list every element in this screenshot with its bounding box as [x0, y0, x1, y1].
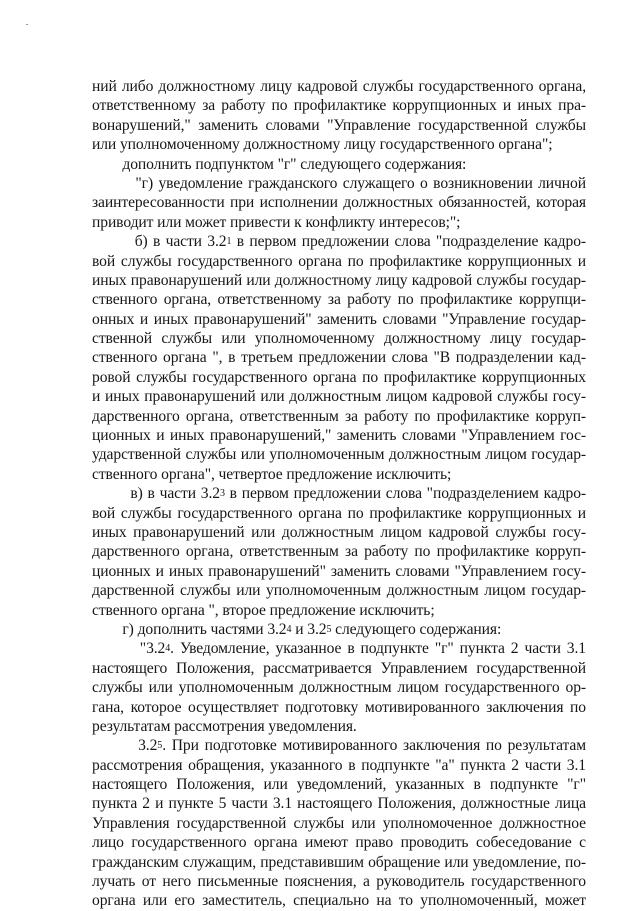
text-run: рассмотрения обращения, указанного в подпункте "а" пункта 2 части 3.1 — [92, 756, 586, 774]
text-run: ционных и иных правонарушений" заменить словами "Управлением госу- — [92, 562, 586, 580]
text-line — [92, 387, 586, 406]
superscript: 4 — [165, 643, 171, 655]
text-line — [92, 581, 586, 600]
text-line — [92, 445, 586, 464]
text-line — [92, 542, 586, 561]
text-line — [92, 368, 586, 387]
document-body — [92, 77, 586, 911]
text-run: и 3.2 — [291, 620, 327, 638]
text-line — [92, 891, 586, 910]
text-line — [92, 426, 586, 445]
text-line — [92, 174, 586, 193]
text-run: пункта 2 и пункте 5 части 3.1 настоящего Положения, должностные лица — [92, 795, 586, 813]
superscript: 5 — [326, 623, 332, 635]
text-line — [92, 290, 586, 309]
text-run: ний либо должностному лицу кадровой службы государственного органа, — [92, 78, 586, 95]
text-line — [92, 639, 586, 658]
text-line — [92, 601, 586, 620]
text-run: гана, которое осуществляет подготовку мотивированного заключения по — [92, 698, 586, 716]
text-line — [92, 775, 586, 794]
text-run: лучать от него письменные пояснения, а руководитель государственного — [92, 873, 586, 891]
text-run: ственного органа ", в третьем предложении слова "В подразделении кад- — [92, 349, 586, 367]
text-line — [92, 853, 586, 872]
text-run: вонарушений," заменить словами "Управление государственной службы — [92, 116, 586, 134]
text-run: иных правонарушений или должностным лицом кадровой службы госу- — [92, 523, 586, 541]
text-run: следующего содержания: — [331, 620, 502, 638]
superscript: 5 — [157, 740, 163, 752]
text-line — [92, 348, 586, 367]
text-run: или уполномоченному должностному лицу государственного органа"; — [92, 136, 553, 154]
superscript: 1 — [226, 236, 232, 248]
text-line — [92, 329, 586, 348]
text-line — [92, 271, 586, 290]
text-line — [92, 736, 586, 755]
text-run: б) в части 3.2 — [92, 233, 227, 251]
text-run: службы или уполномоченным должностным лицом государственного ор- — [92, 679, 586, 697]
text-run: ответственному за работу по профилактике коррупционных и иных пра- — [92, 97, 586, 115]
text-run: ударственной службы или уполномоченным должностным лицом государ- — [92, 446, 586, 464]
superscript: 4 — [286, 623, 292, 635]
text-run: ственной службы или уполномоченному должностному лицу государ- — [92, 330, 586, 348]
text-run: настоящего Положения, или уведомлений, указанных в подпункте "г" — [92, 776, 586, 794]
text-line — [92, 698, 586, 717]
text-run: вой службы государственного органа по профилактике коррупционных и — [92, 252, 586, 270]
text-run: "г) уведомление гражданского служащего о возникновении личной — [92, 174, 586, 192]
text-run: приводит или может привести к конфликту интересов;"; — [92, 213, 461, 231]
text-run: иных правонарушений или должностному лицу кадровой службы государ- — [92, 271, 586, 289]
text-line — [92, 465, 586, 484]
text-line — [92, 678, 586, 697]
text-line — [92, 310, 586, 329]
text-run: в первом предложении слова "подразделение кадро- — [231, 233, 586, 251]
text-run: в первом предложении слова "подразделением кадро- — [224, 485, 586, 503]
text-run: . Уведомление, указанное в подпункте "г" пункта 2 части 3.1 — [170, 640, 586, 658]
text-run: дополнить подпунктом "г" следующего содержания: — [92, 155, 467, 173]
text-run: . При подготовке мотивированного заключения по результатам — [162, 737, 586, 755]
superscript: 3 — [219, 488, 225, 500]
text-run: 3.2 — [92, 737, 158, 755]
text-run: ственного органа, ответственному за работу по профилактике коррупци- — [92, 291, 586, 309]
text-line — [92, 504, 586, 523]
text-line — [92, 620, 586, 639]
text-line — [92, 193, 586, 212]
scan-speck — [26, 24, 28, 25]
text-run: вой службы государственного органа по профилактике коррупционных и — [92, 504, 586, 522]
text-run: дарственной службы или уполномоченным должностным лицом государ- — [92, 582, 586, 600]
text-line — [92, 77, 586, 96]
text-run: результатам рассмотрения уведомления. — [92, 717, 357, 735]
text-run: "3.2 — [92, 640, 166, 658]
text-run: гражданским служащим, представившим обращение или уведомление, по- — [92, 853, 586, 871]
text-run: ственного органа", четвертое предложение исключить; — [92, 465, 452, 483]
text-line — [92, 523, 586, 542]
text-line — [92, 756, 586, 775]
text-line — [92, 232, 586, 251]
text-line — [92, 794, 586, 813]
text-run: заинтересованности при исполнении должностных обязанностей, которая — [92, 194, 586, 212]
text-run: ровой службы государственного органа по профилактике коррупционных — [92, 368, 586, 386]
text-run: дарственного органа, ответственным за работу по профилактике корруп- — [92, 543, 586, 561]
text-run: лицо государственного органа имеют право проводить собеседование с — [92, 834, 586, 852]
text-line — [92, 872, 586, 891]
text-line — [92, 407, 586, 426]
text-run: органа или его заместитель, специально на то уполномоченный, может — [92, 892, 586, 910]
text-line — [92, 814, 586, 833]
text-run: Управления государственной службы или уполномоченное должностное — [92, 814, 586, 832]
text-run: в) в части 3.2 — [92, 485, 220, 503]
text-run: г) дополнить частями 3.2 — [92, 620, 287, 638]
text-line — [92, 96, 586, 115]
text-line — [92, 484, 586, 503]
text-line — [92, 562, 586, 581]
text-run: дарственного органа, ответственным за работу по профилактике корруп- — [92, 407, 586, 425]
text-line — [92, 252, 586, 271]
text-run: онных и иных правонарушений" заменить словами "Управление государ- — [92, 310, 586, 328]
text-line — [92, 155, 586, 174]
text-run: ственного органа ", второе предложение исключить; — [92, 601, 435, 619]
text-run: и иных правонарушений или должностным лицом кадровой службы госу- — [92, 388, 586, 406]
text-line — [92, 659, 586, 678]
text-line — [92, 135, 586, 154]
text-run: настоящего Положения, рассматривается Управлением государственной — [92, 659, 586, 677]
text-run: ционных и иных правонарушений," заменить словами "Управлением гос- — [92, 427, 586, 445]
text-line — [92, 213, 586, 232]
text-line — [92, 833, 586, 852]
text-line — [92, 116, 586, 135]
text-line — [92, 717, 586, 736]
